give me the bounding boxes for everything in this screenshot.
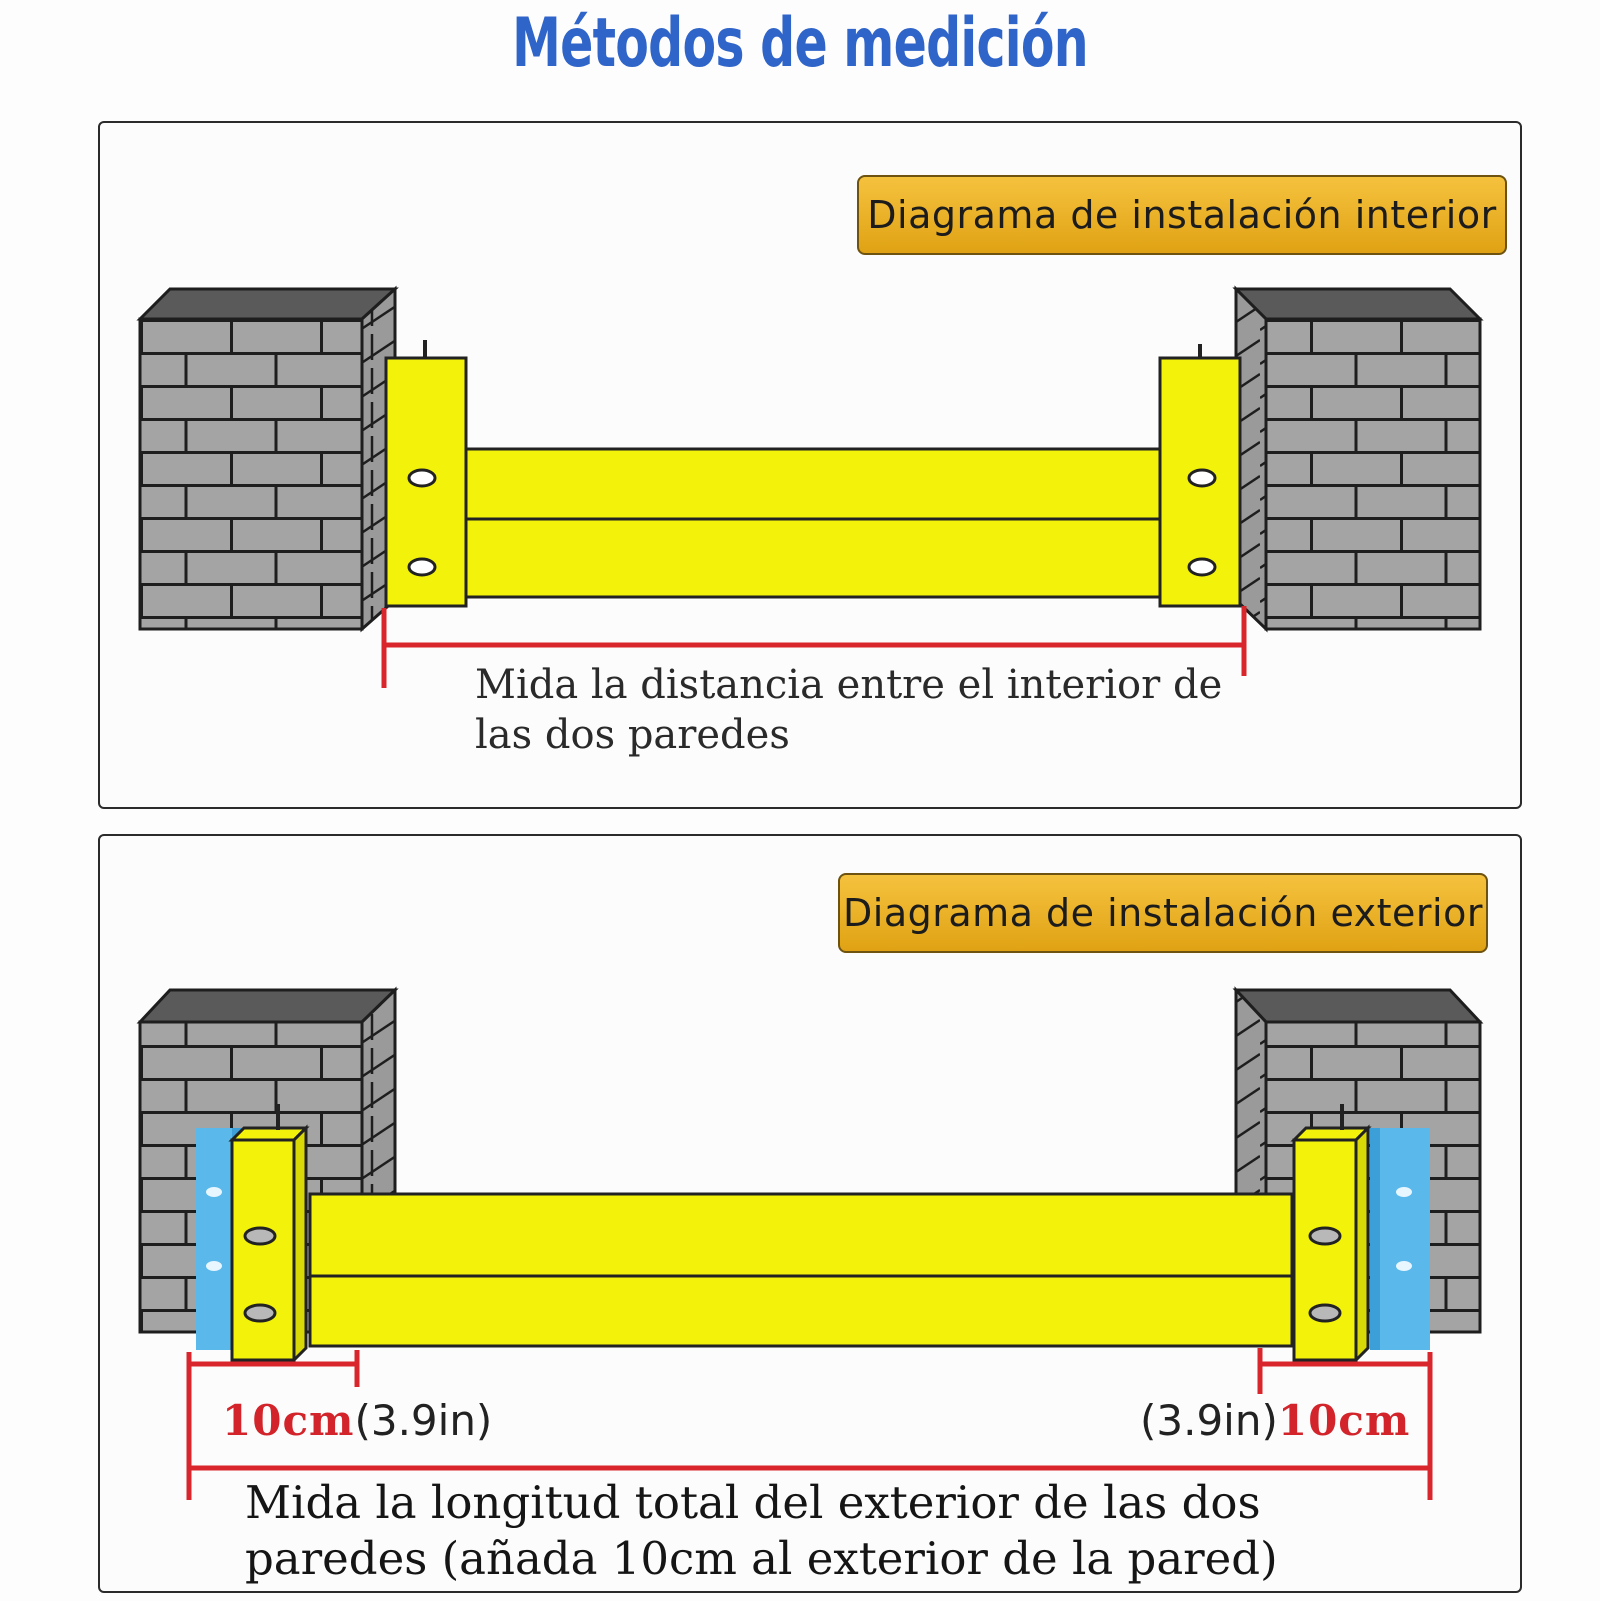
left-inch-label: (3.9in) (354, 1396, 493, 1445)
exterior-caption-line1: Mida la longitud total del exterior de las dos (245, 1476, 1261, 1529)
interior-caption-line2: las dos paredes (475, 712, 790, 758)
interior-caption-line1: Mida la distancia entre el interior de (475, 662, 1223, 708)
gate-exterior (232, 1104, 1368, 1360)
right-spacer (1370, 1128, 1430, 1350)
exterior-badge: Diagrama de instalación exterior (838, 873, 1488, 953)
gate-interior (386, 340, 1240, 606)
right-wall-interior (1236, 289, 1480, 629)
right-cm-label: 10cm (1277, 1396, 1411, 1445)
left-measurement-label (222, 1396, 492, 1446)
page-title: Métodos de medición (512, 4, 1088, 83)
right-inch-label: (3.9in) (1140, 1396, 1278, 1445)
left-cm-label: 10cm (222, 1396, 355, 1445)
right-measurement-label (1140, 1396, 1410, 1446)
interior-caption (475, 660, 1222, 760)
exterior-caption (245, 1475, 1278, 1587)
exterior-caption-line2: paredes (añada 10cm al exterior de la pared) (245, 1532, 1278, 1585)
left-wall-interior (140, 289, 395, 629)
interior-badge: Diagrama de instalación interior (857, 175, 1507, 255)
